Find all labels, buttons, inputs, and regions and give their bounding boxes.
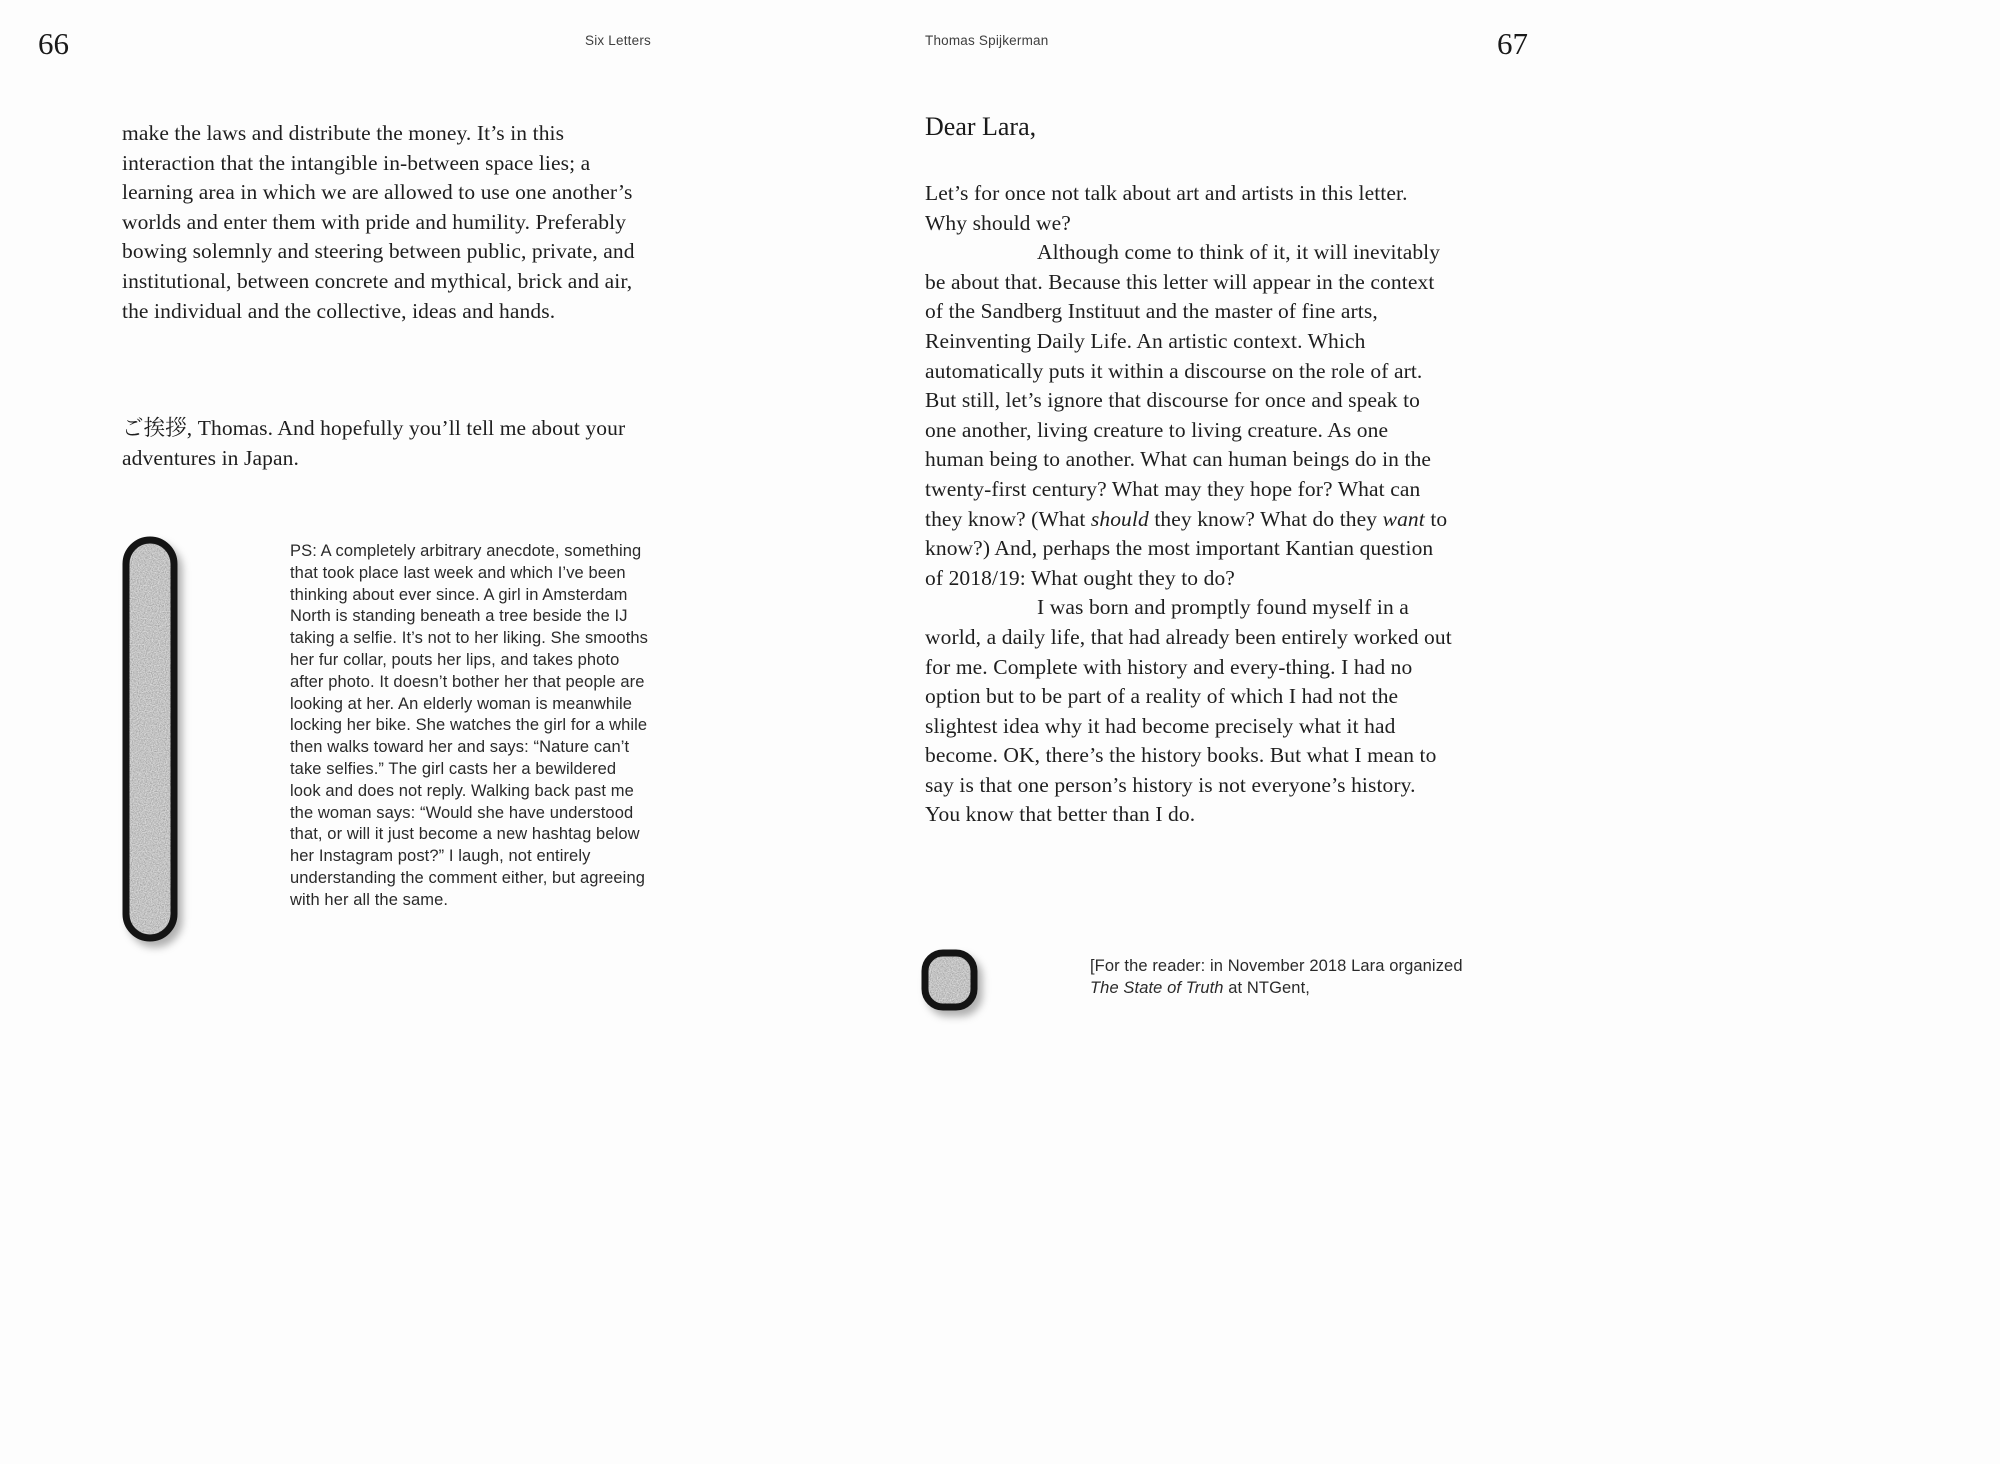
left-greeting-paragraph: ご挨拶, Thomas. And hopefully you’ll tell me about your adventures in Japan. — [122, 416, 626, 470]
right-paragraph-2: Although come to think of it, it will inevitably be about that. Because this letter will appear in the context of the Sandberg Instituut and the master of fine arts, Reinventing Daily Life. An artistic context. Which automatically puts it within a discourse on the role of art. But still, let’s ignore that discourse for once and speak to one another, living creature to living creature. As one human being to another. What can human beings do in the twenty-first century? What may they hope for? What can they know? (What should they know? What do they want to know?) And, perhaps the most important Kantian question of 2018/19: What ought they to do? — [925, 240, 1448, 590]
scribble-square-icon — [921, 949, 978, 1011]
running-title-right: Thomas Spijkerman — [925, 33, 1049, 48]
left-body-paragraph: make the laws and distribute the money. It’s in this interaction that the intangible in-between space lies; a learning area in which we are allowed to use one another’s worlds and enter them with pride and humility. Preferably bowing solemnly and steering between public, private, and institutional, between concrete and mythical, brick and air, the individual and the collective, ideas and hands. — [122, 121, 635, 323]
right-paragraph-3: I was born and promptly found myself in a world, a daily life, that had already been entirely worked out for me. Complete with history and every-thing. I had no option but to be part of a reality of which I had not the slightest idea why it had become precisely what it had become. OK, there’s the history books. But what I mean to say is that one person’s history is not everyone’s history. You know that better than I do. — [925, 595, 1452, 827]
ps-note: PS: A completely arbitrary anecdote, something that took place last week and which I’ve been thinking about ever since. A girl in Amsterdam North is standing beneath a tree beside the IJ taking a selfie. It’s not to her liking. She smooths her fur collar, pouts her lips, and takes photo after photo. It doesn’t bother her that people are looking at her. An elderly woman is meanwhile locking her bike. She watches the girl for a while then walks toward her and says: “Nature can’t take selfies.” The girl casts her a bewildered look and does not reply. Walking back past me the woman says: “Would she have understood that, or will it just become a new hashtag below her Instagram post?” I laugh, not entirely understanding the comment either, but agreeing with her all the same. — [290, 542, 648, 909]
page-number-right: 67 — [1497, 26, 1528, 61]
running-title-left: Six Letters — [585, 33, 651, 48]
right-paragraph-1: Let’s for once not talk about art and artists in this letter. Why should we? — [925, 181, 1408, 235]
scribble-bar-icon — [122, 536, 178, 942]
salutation: Dear Lara, — [925, 112, 1037, 141]
right-body — [925, 179, 1452, 830]
page-number-left: 66 — [38, 26, 69, 61]
reader-footnote: [For the reader: in November 2018 Lara organized The State of Truth at NTGent, — [1090, 957, 1463, 997]
